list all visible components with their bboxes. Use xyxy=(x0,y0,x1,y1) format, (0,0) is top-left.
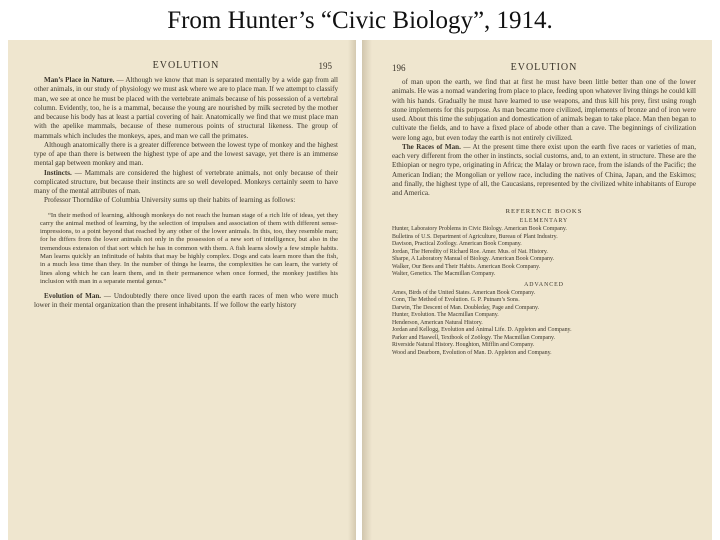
left-page-header xyxy=(34,60,338,72)
elementary-label: ELEMENTARY xyxy=(519,218,569,225)
paragraph-heading: Instincts. xyxy=(44,168,72,177)
reference-item: Davison, Practical Zoölogy. American Book Company. xyxy=(392,241,522,248)
reference-item: Riverside Natural History. Houghton, Mifflin and Company. xyxy=(392,342,535,349)
paragraph-heading: Evolution of Man. xyxy=(44,292,102,301)
paragraph-evolution-of-man xyxy=(34,292,338,311)
paragraph-early-man: of man upon the earth, we find that at first he must have been little better than one of the lower animals. He was a nomad wandering from place to place, feeding upon whatever living things he could kill with his hands. Gradually he must have learned to use weapons, and thus kill his prey, first using rough stone implements for this purpose. As man became more civilized, implements of bronze and of iron were used. About this time the subjugation and domestication of animals began to take place. Man then began to cultivate the fields, and to have a fixed place of abode other than a cave. The beginnings of civilization were long ago, but even today the earth is not entirely civilized. xyxy=(392,78,696,142)
reference-item: Parker and Haswell, Textbook of Zoölogy. The Macmillan Company. xyxy=(392,334,556,341)
right-page-number: 196 xyxy=(392,63,406,73)
elementary-reference-list xyxy=(392,226,696,279)
reference-item: Henderson, American Natural History. xyxy=(392,319,483,326)
advanced-reference-list xyxy=(392,290,696,358)
paragraph-mental-gap: Although anatomically there is a greater difference between the lowest type of monkey and the highest type of ape than there is between the highest type of ape and the lowest savage, yet there is an immense mental gap between monkey and man. xyxy=(34,140,338,168)
paragraph-text: — Undoubtedly there once lived upon the earth races of men who were much lower in their mental organization than the present inhabitants. If we follow the early history xyxy=(34,292,339,310)
page-gutter-shadow xyxy=(348,40,356,540)
paragraph-text: — At the present time there exist upon the earth five races or varieties of man, each very different from the other in instincts, social customs, and, to an extent, in structure. These are the Ethiopian or negro type, originating in Africa; the Malay or brown race, from the islands of the Pacific; the American Indian; the Mongolian or yellow race, including the natives of China, Japan, and the Eskimos; and finally, the highest type of all, the Caucasians, represented by the civilized white inhabitants of Europe and America. xyxy=(392,142,696,197)
paragraph-heading: Man’s Place in Nature. xyxy=(44,76,115,84)
reference-item: Walter, Genetics. The Macmillan Company. xyxy=(392,271,496,278)
reference-item: Bulletins of U.S. Department of Agriculture, Bureau of Plant Industry. xyxy=(392,233,558,240)
paragraph-text: — Mammals are considered the highest of vertebrate animals, not only because of their complicated structure, but because their instincts are so well developed. Monkeys certainly seem to have many of the mental attributes of man. xyxy=(34,168,338,195)
reference-item: Walker, Our Bees and Their Habits. American Book Company. xyxy=(392,263,541,270)
paragraph-instincts xyxy=(34,169,338,197)
reference-item: Jordan, The Heredity of Richard Roe. Amer. Mus. of Nat. History. xyxy=(392,248,548,255)
slide-title: From Hunter’s “Civic Biology”, 1914. xyxy=(167,7,553,34)
paragraph-mans-place xyxy=(34,76,338,141)
reference-item: Wood and Dearborn, Evolution of Man. D. Appleton and Company. xyxy=(392,349,552,356)
reference-item: Hunter, Evolution. The Macmillan Company. xyxy=(392,312,499,319)
reference-books-title: REFERENCE BOOKS xyxy=(505,208,583,216)
reference-item: Conn, The Method of Evolution. G. P. Putnam’s Sons. xyxy=(392,297,520,304)
page-gutter-shadow xyxy=(362,40,372,540)
reference-item: Jordan and Kellogg, Evolution and Animal Life. D. Appleton and Company. xyxy=(392,327,572,334)
paragraph-thorndike: Professor Thorndike of Columbia University sums up their habits of learning as follows: xyxy=(44,196,296,205)
left-page-number: 195 xyxy=(318,61,332,71)
reference-item: Ames, Birds of the United States. American Book Company. xyxy=(392,289,536,296)
reference-item: Hunter, Laboratory Problems in Civic Biology. American Book Company. xyxy=(392,226,567,233)
reference-item: Darwin, The Descent of Man. Doubleday, Page and Company. xyxy=(392,304,540,311)
paragraph-heading: The Races of Man. xyxy=(402,142,461,151)
paragraph-text: — Although we know that man is separated mentally by a wide gap from all other animals, in our study of physiology we must ask where we are to place man. If we attempt to classify man, we see at once he must be placed with the vertebrate animals because of his possession of a vertebral column. Evidently, too, he is a mammal, because the young are nourished by milk secreted by the mother and because his body has at least a partial covering of hair. Anatomically we find that we must place man with the apelike mammals, because of these numerous points of structural likeness. The group of mammals which includes the monkeys, apes, and man we call the primates. xyxy=(34,76,338,140)
left-running-head: EVOLUTION xyxy=(152,60,220,71)
right-running-head: EVOLUTION xyxy=(510,62,578,73)
thorndike-quote: “In their method of learning, although monkeys do not reach the human stage of a rich life of ideas, yet they carry the animal method of learning, by the selection of impulses and association of them with different sense-impressions, to a point beyond that reached by any other of the lower animals. In this, too, they resemble man; for he differs from the lower animals not only in the possession of a new sort of intelligence, but also in the tremendous extension of that sort which he has in common with them. A fish learns slowly a few simple habits. Man learns quickly an infinitude of habits that may be highly complex. Dogs and cats learn more than the fish, in a much less time than they. In the number of things he learns, the complexities he can learn, the variety of lines along which he can learn them, and in their permanence when once formed, the monkey justifies his inclusion with man in a separate mental genus.” xyxy=(40,211,338,285)
advanced-label: ADVANCED xyxy=(524,281,564,288)
right-book-page xyxy=(362,40,712,540)
left-book-page xyxy=(8,40,356,540)
right-page-header xyxy=(392,62,696,74)
paragraph-races-of-man xyxy=(392,143,696,199)
reference-item: Sharpe, A Laboratory Manual of Biology. American Book Company. xyxy=(392,256,555,263)
